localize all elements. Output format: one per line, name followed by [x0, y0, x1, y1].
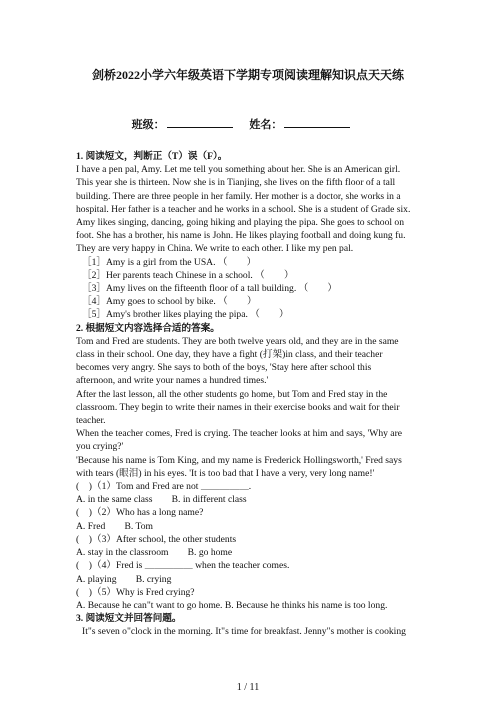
text-line: ( )（1）Tom and Fred are not ＿＿＿＿＿.	[76, 481, 252, 493]
section-heading: 1. 阅读短文，判断正（T）误（F）。	[76, 151, 228, 162]
document-title: 剑桥2022小学六年级英语下学期专项阅读理解知识点天天练	[91, 68, 404, 82]
text-line: class in their school. One day, they have a fight (打架)in class, and their teacher	[76, 349, 383, 361]
text-line: ( )（2）Who has a long name?	[76, 507, 204, 519]
text-line: Tom and Fred are students. They are both twelve years old, and they are in the same	[76, 335, 399, 347]
text-line: teacher.	[76, 415, 106, 427]
class-label: 班级：	[131, 119, 165, 131]
text-line: ［4］Amy goes to school by bike. （ ）	[82, 296, 257, 308]
text-line: you crying?'	[76, 441, 124, 453]
text-line: hospital. Her father is a teacher and he works in a school. She is a student of Grade six.	[76, 203, 411, 215]
text-line: A. playing B. crying	[76, 573, 172, 585]
text-line: foot. She has a brother, his name is John. He likes playing football and doing kung fu.	[76, 230, 406, 242]
text-line: ( )（5）Why is Fred crying?	[76, 586, 195, 598]
text-line: When the teacher comes, Fred is crying. The teacher looks at him and says, 'Why are	[76, 428, 403, 440]
text-line: I have a pen pal, Amy. Let me tell you something about her. She is an American girl.	[76, 164, 401, 176]
text-line: ( )（3）After school, the other students	[76, 533, 237, 545]
name-label: 姓名：	[249, 119, 283, 131]
section-heading: 3. 阅读短文并回答问题。	[76, 613, 182, 625]
text-line: This year she is thirteen. Now she is in Tianjing, she lives on the fifth floor of a tall	[76, 177, 396, 189]
text-line: After the last lesson, all the other students go home, but Tom and Fred stay in the	[76, 388, 388, 400]
text-line: ( )（4）Fred is ＿＿＿＿＿ when the teacher comes.	[76, 560, 290, 572]
text-line: It"s seven o"clock in the morning. It"s time for breakfast. Jenny"s mother is cooking	[82, 626, 406, 638]
page-number: 1 / 11	[236, 682, 260, 693]
text-line: ［3］Amy lives on the fifteenth floor of a tall building. （ ）	[82, 283, 337, 295]
text-line: becomes very angry. She says to both of the boys, 'Stay here after school this	[76, 362, 372, 374]
name-blank	[284, 117, 350, 128]
section-heading: 2. 根据短文内容选择合适的答案。	[76, 322, 220, 334]
text-line: 'Because his name is Tom King, and my name is Frederick Hollingsworth,' Fred says	[76, 454, 402, 466]
text-line: ［1］Amy is a girl from the USA. （ ）	[82, 256, 257, 268]
text-line: building. There are three people in her family. Her mother is a doctor, she works in a	[76, 190, 401, 202]
text-line: with tears (眼泪) in his eyes. 'It is too bad that I have a very, very long name!'	[76, 467, 375, 479]
text-line: afternoon, and write your names a hundred times.'	[76, 375, 269, 387]
text-line: A. Because he can"t want to go home. B. Because he thinks his name is too long.	[76, 599, 388, 611]
text-line: classroom. They begin to write their names in their exercise books and wait for their	[76, 401, 400, 413]
text-line: They are very happy in China. We write to each other. I like my pen pal.	[76, 243, 354, 255]
text-line: ［2］Her parents teach Chinese in a school. （ ）	[82, 269, 294, 281]
text-line: A. in the same class B. in different class	[76, 494, 247, 506]
class-blank	[167, 117, 233, 128]
text-line: Amy likes singing, dancing, going hiking and playing the pipa. She goes to school on	[76, 217, 405, 229]
text-line: A. Fred B. Tom	[76, 520, 153, 532]
document-body	[76, 150, 430, 639]
class-name-line	[0, 116, 496, 132]
text-line: ［5］Amy's brother likes playing the pipa. （ ）	[82, 309, 289, 321]
text-line: A. stay in the classroom B. go home	[76, 547, 233, 559]
